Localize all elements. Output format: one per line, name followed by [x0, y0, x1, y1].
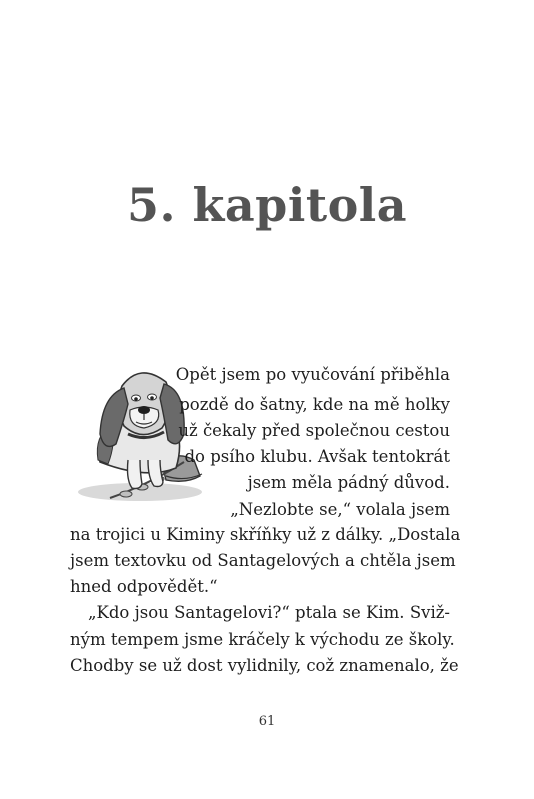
text-line: Chodby se už dost vylidnily, což znamenalo, že	[70, 656, 459, 675]
page-number: 61	[258, 714, 276, 729]
text-line: už čekaly před společnou cestou	[178, 421, 450, 440]
text-line: Opět jsem po vyučování přiběhla	[175, 365, 450, 384]
text-line: do psího klubu. Avšak tentokrát	[184, 447, 450, 466]
text-line: „Kdo jsou Santagelovi?“ ptala se Kim. Sviž-	[88, 603, 450, 622]
text-line: „Nezlobte se,“ volala jsem	[230, 500, 450, 519]
text-line: na trojici u Kiminy skříňky už z dálky. „Dostala	[70, 525, 461, 544]
text-line: pozdě do šatny, kde na mě holky	[179, 395, 450, 414]
text-line: ným tempem jsme kráčely k východu ze školy.	[70, 630, 455, 649]
text-line: hned odpovědět.“	[70, 577, 218, 596]
text-line: jsem textovku od Santagelových a chtěla jsem	[70, 551, 456, 570]
chapter-title: 5. kapitola	[126, 178, 408, 232]
text-line: jsem měla pádný důvod.	[247, 473, 450, 492]
